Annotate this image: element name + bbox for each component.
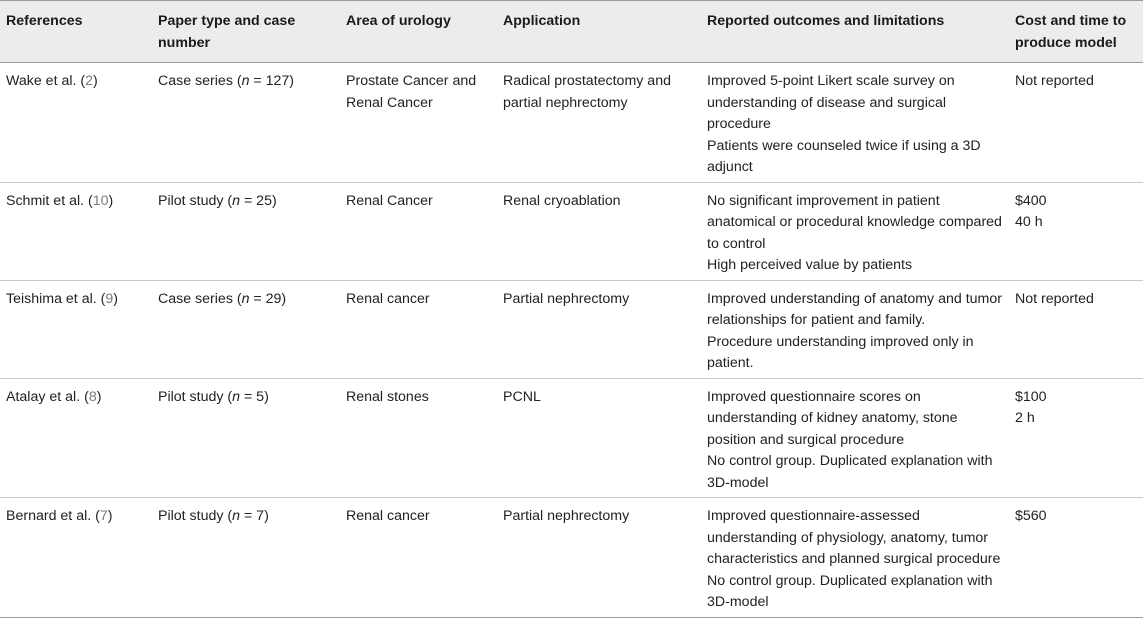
reference-close: ) xyxy=(93,73,98,89)
reference-author: Bernard et al. ( xyxy=(6,508,100,524)
outcomes-cell xyxy=(701,378,1009,498)
application-cell: Renal cryoablation xyxy=(497,182,701,280)
case-number: = 25) xyxy=(240,192,277,209)
case-number: = 127) xyxy=(249,73,295,89)
reference-number[interactable]: 8 xyxy=(88,388,97,405)
cost-line: $400 xyxy=(1015,192,1047,209)
cost-cell xyxy=(1009,378,1143,498)
outcome-line: No significant improvement in patient anatomical or procedural knowledge compared to control xyxy=(707,192,1002,252)
reference-close: ) xyxy=(107,508,113,524)
area-cell: Renal stones xyxy=(340,378,497,498)
reference-close: ) xyxy=(113,290,118,307)
reference-author: Teishima et al. ( xyxy=(6,290,106,307)
cost-line: Not reported xyxy=(1015,73,1094,89)
n-symbol: n xyxy=(232,192,241,209)
outcome-line: High perceived value by patients xyxy=(707,257,913,273)
n-symbol: n xyxy=(241,290,250,307)
table-row xyxy=(0,378,1143,498)
paper-type-cell xyxy=(152,378,340,498)
area-cell: Renal cancer xyxy=(340,498,497,618)
reference-number[interactable]: 10 xyxy=(92,192,109,209)
paper-type-cell xyxy=(152,63,340,183)
cost-line: Not reported xyxy=(1015,290,1094,307)
cost-line: $560 xyxy=(1015,508,1047,524)
cost-cell xyxy=(1009,182,1143,280)
table-row xyxy=(0,63,1143,183)
reference-number[interactable]: 2 xyxy=(85,73,93,89)
reference-author: Schmit et al. ( xyxy=(6,192,93,209)
paper-type-cell xyxy=(152,498,340,618)
cost-cell xyxy=(1009,280,1143,378)
reference-number[interactable]: 9 xyxy=(105,290,114,307)
header-application: Application xyxy=(497,1,701,63)
outcome-line: Procedure understanding improved only in patient. xyxy=(707,333,974,371)
reference-cell xyxy=(0,182,152,280)
reference-cell xyxy=(0,280,152,378)
n-symbol: n xyxy=(241,73,250,89)
case-number: = 7) xyxy=(240,508,269,524)
case-number: = 29) xyxy=(249,290,287,307)
paper-type-cell xyxy=(152,182,340,280)
outcomes-cell xyxy=(701,182,1009,280)
reference-close: ) xyxy=(96,388,102,405)
paper-type: Case series ( xyxy=(158,290,242,307)
area-cell: Renal Cancer xyxy=(340,182,497,280)
cost-cell xyxy=(1009,63,1143,183)
paper-type: Pilot study ( xyxy=(158,388,233,405)
reference-cell xyxy=(0,498,152,618)
paper-type-cell xyxy=(152,280,340,378)
reference-cell xyxy=(0,378,152,498)
outcomes-cell xyxy=(701,63,1009,183)
reference-author: Atalay et al. ( xyxy=(6,388,89,405)
outcome-line: Improved understanding of anatomy and tumor relationships for patient and family. xyxy=(707,290,1002,328)
header-row xyxy=(0,1,1143,63)
cost-cell xyxy=(1009,498,1143,618)
table-header xyxy=(0,1,1143,63)
case-number: = 5) xyxy=(240,388,269,405)
application-cell: Radical prostatectomy and partial nephrectomy xyxy=(497,63,701,183)
table-body xyxy=(0,63,1143,618)
paper-type: Case series ( xyxy=(158,73,242,89)
outcome-line: No control group. Duplicated explanation with 3D-model xyxy=(707,572,993,610)
application-cell: Partial nephrectomy xyxy=(497,280,701,378)
header-cost-time: Cost and time to produce model xyxy=(1009,1,1143,63)
outcome-line: No control group. Duplicated explanation with 3D-model xyxy=(707,453,993,491)
header-references: References xyxy=(0,1,152,63)
paper-type: Pilot study ( xyxy=(158,192,233,209)
reference-number[interactable]: 7 xyxy=(99,508,108,524)
reference-close: ) xyxy=(108,192,114,209)
table-row xyxy=(0,498,1143,618)
n-symbol: n xyxy=(232,388,241,405)
cost-line: $100 xyxy=(1015,388,1047,405)
header-area: Area of urology xyxy=(340,1,497,63)
outcome-line: Patients were counseled twice if using a 3D adjunct xyxy=(707,137,981,175)
area-cell: Renal cancer xyxy=(340,280,497,378)
reference-author: Wake et al. ( xyxy=(6,73,86,89)
outcome-line: Improved questionnaire scores on understanding of kidney anatomy, stone position and surgical procedure xyxy=(707,388,958,448)
area-cell: Prostate Cancer and Renal Cancer xyxy=(340,63,497,183)
application-cell: Partial nephrectomy xyxy=(497,498,701,618)
reference-cell xyxy=(0,63,152,183)
table-row xyxy=(0,182,1143,280)
time-line: 40 h xyxy=(1015,214,1043,230)
application-cell: PCNL xyxy=(497,378,701,498)
n-symbol: n xyxy=(232,508,241,524)
paper-type: Pilot study ( xyxy=(158,508,233,524)
outcomes-cell xyxy=(701,280,1009,378)
header-outcomes: Reported outcomes and limitations xyxy=(701,1,1009,63)
outcomes-cell xyxy=(701,498,1009,618)
outcome-line: Improved 5-point Likert scale survey on understanding of disease and surgical procedure xyxy=(707,73,955,132)
time-line: 2 h xyxy=(1015,410,1035,426)
table-row xyxy=(0,280,1143,378)
outcome-line: Improved questionnaire-assessed understanding of physiology, anatomy, tumor characteristics and planned surgical procedure xyxy=(707,508,1001,567)
header-paper-type: Paper type and case number xyxy=(152,1,340,63)
